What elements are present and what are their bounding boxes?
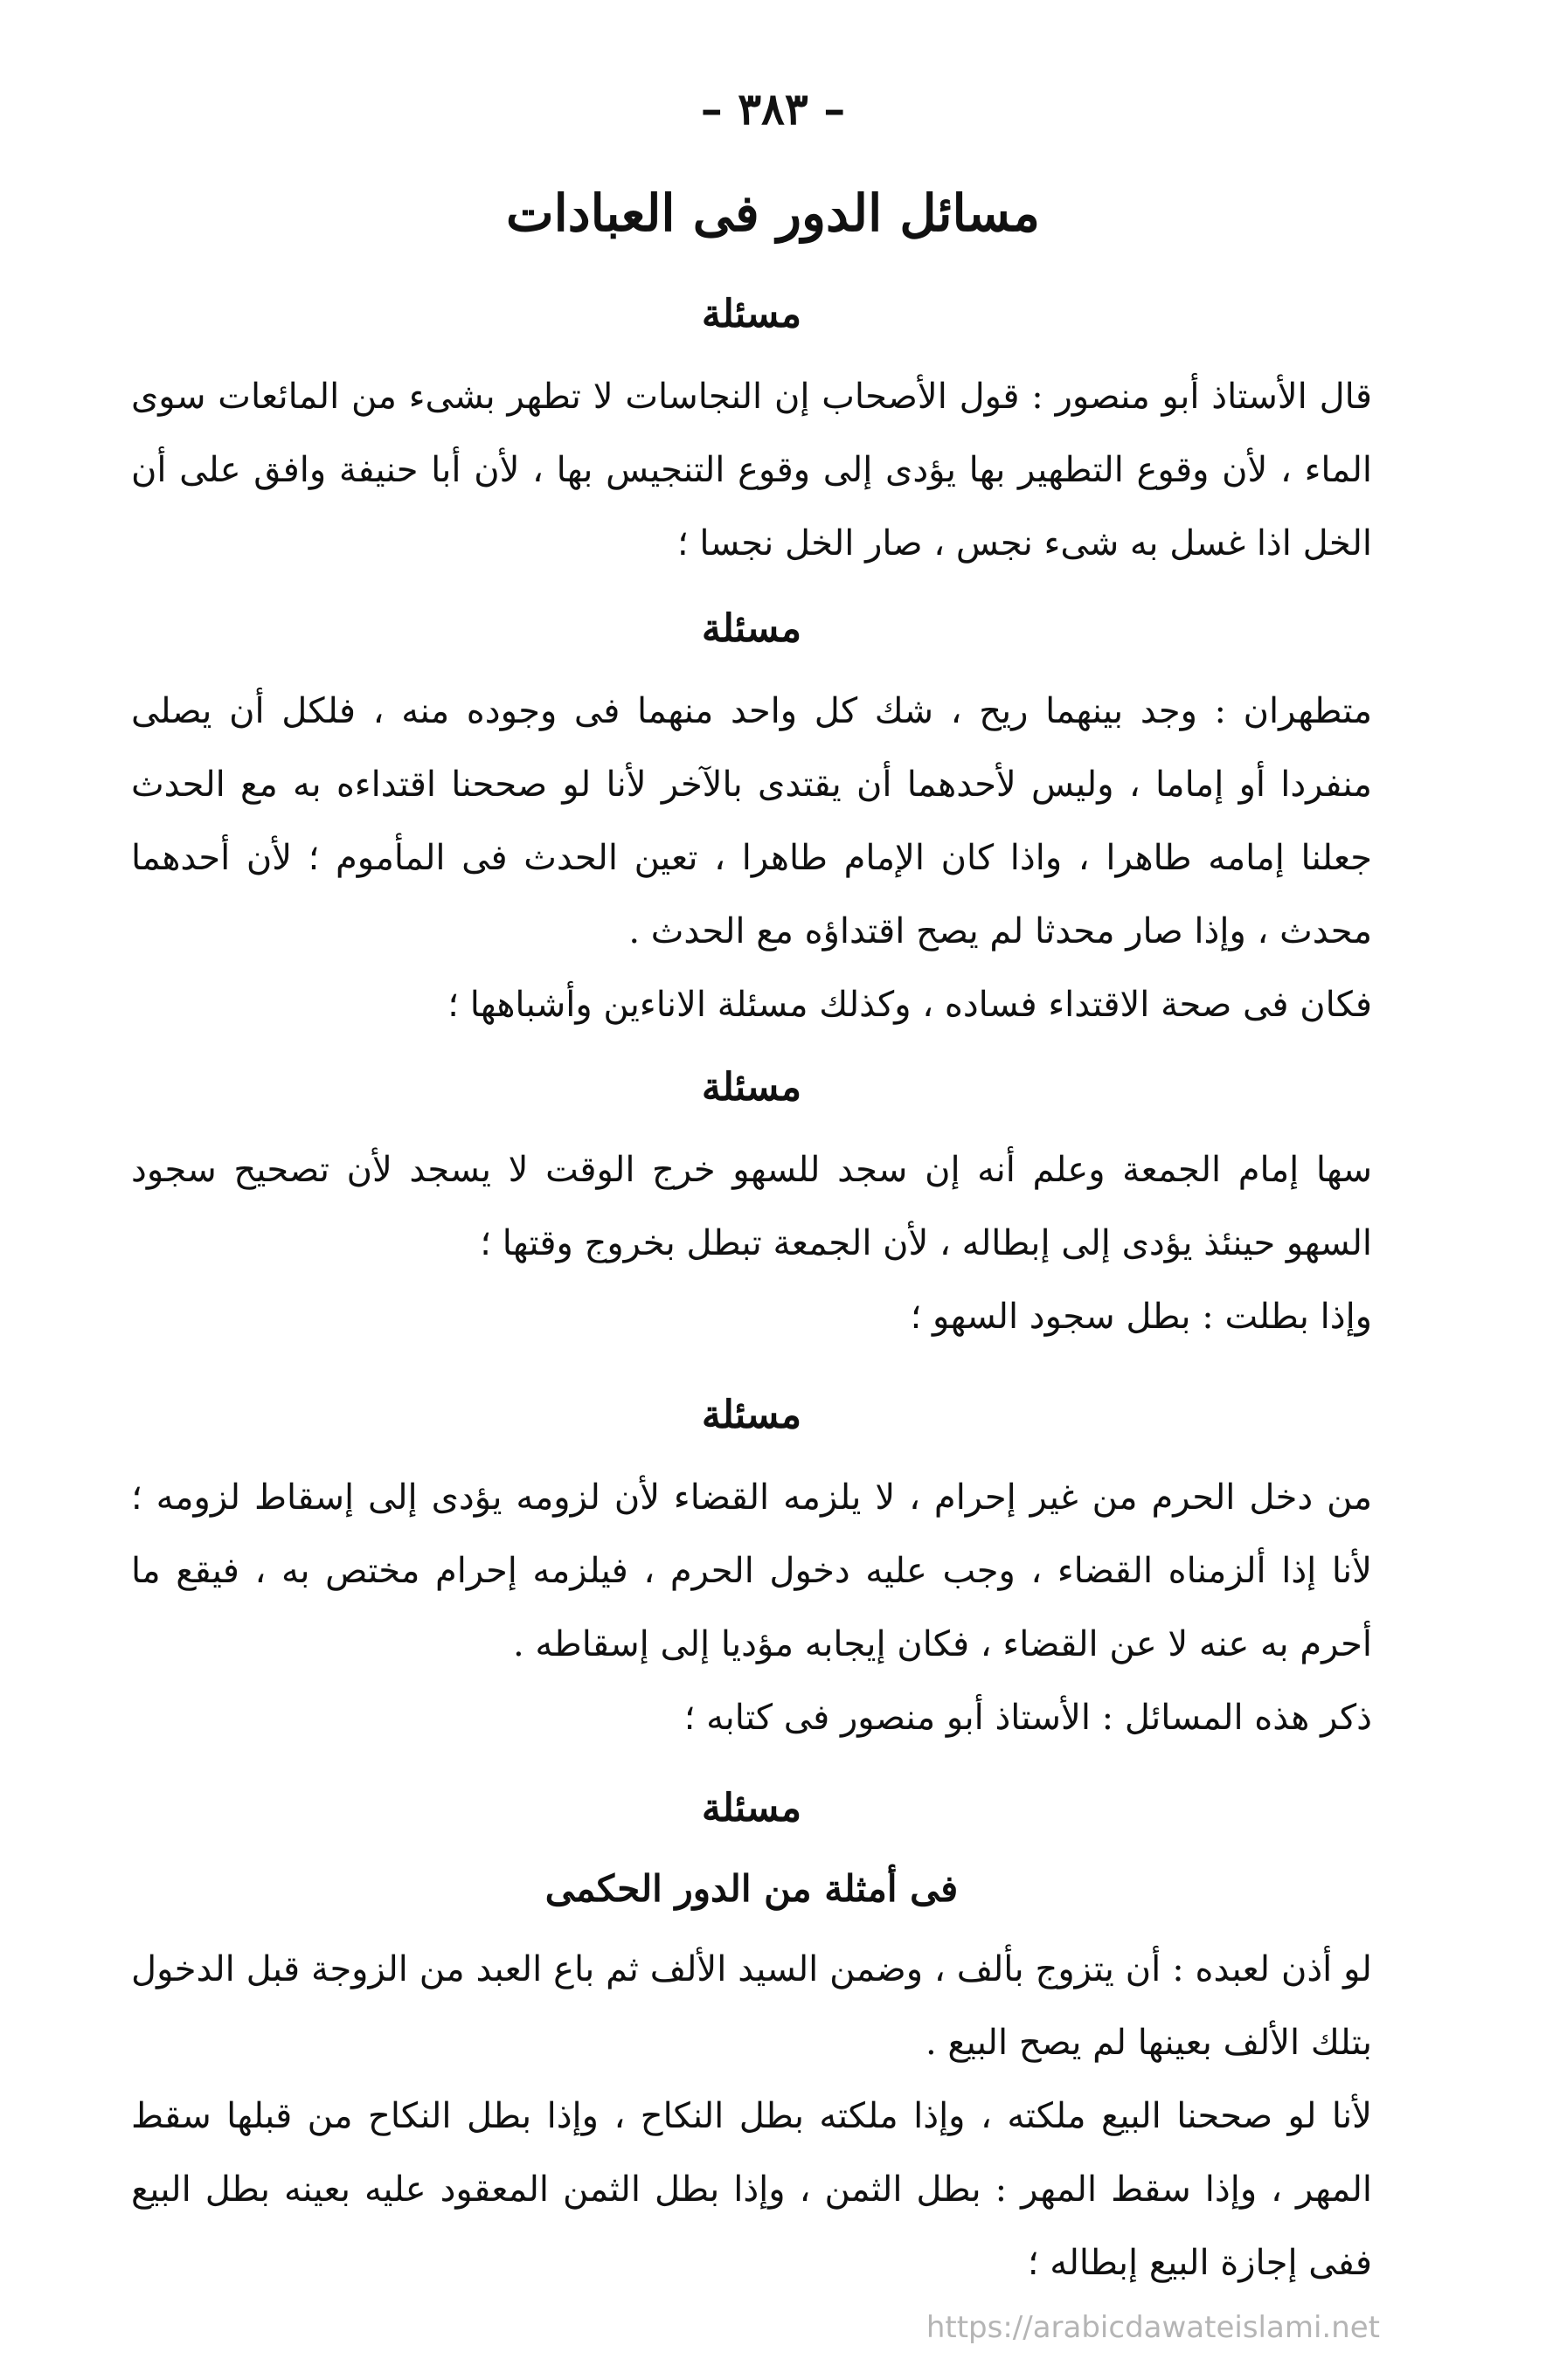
paragraph: متطهران : وجد بينهما ريح ، شك كل واحد منهما فى وجوده منه ، فلكل أن يصلى منفردا أو إماما ، وليس لأحدهما أن يقتدى بالآخر لأنا لو صححنا اقتداءه به مع الحدث جعلنا إمامه طاهرا ، واذا كان الإمام طاهرا ، تعين الحدث فى المأموم ؛ لأن أحدهما محدث ، وإذا صار محدثا لم يصح اقتداؤه مع الحدث . [131,691,1372,951]
section-heading: مسئلة [701,1786,802,1830]
paragraph: لأنا لو صححنا البيع ملكته ، وإذا ملكته بطل النكاح ، وإذا بطل النكاح من قبلها سقط المهر ، وإذا سقط المهر : بطل الثمن ، وإذا بطل الثمن المعقود عليه بعينه بطل البيع ففى إجازة البيع إبطاله ؛ [131,2096,1372,2283]
paragraph: وإذا بطلت : بطل سجود السهو ؛ [910,1297,1372,1337]
chapter-title: مسائل الدور فى العبادات [506,183,1040,243]
section-4 [131,1389,1372,1754]
section-heading: مسئلة [701,1065,802,1110]
paragraph: سها إمام الجمعة وعلم أنه إن سجد للسهو خرج الوقت لا يسجد لأن تصحيح سجود السهو حينئذ يؤدى إلى إبطاله ، لأن الجمعة تبطل بخروج وقتها ؛ [131,1150,1372,1263]
paragraph: قال الأستاذ أبو منصور : قول الأصحاب إن النجاسات لا تطهر بشىء من المائعات سوى الماء ، لأن وقوع التطهير بها يؤدى إلى وقوع التنجيس بها ، لأن أبا حنيفة وافق على أن الخل اذا غسل به شىء نجس ، صار الخل نجسا ؛ [131,377,1372,564]
watermark-url: https://arabicdawateislami.net [926,2310,1380,2345]
section-heading: مسئلة [701,606,802,651]
paragraph: فكان فى صحة الاقتداء فساده ، وكذلك مسئلة الاناءين وأشباهها ؛ [447,985,1372,1025]
paragraph: ذكر هذه المسائل : الأستاذ أبو منصور فى كتابه ؛ [683,1698,1372,1738]
section-3 [131,1062,1372,1353]
page-number: – ٣٨٣ – [700,83,846,135]
section-heading: مسئلة [701,292,802,336]
section-2 [131,603,1372,1041]
section-heading: مسئلة [701,1393,802,1437]
section-5 [131,1782,1372,2300]
section-subheading: فى أمثلة من الدور الحكمى [544,1867,959,1910]
paragraph: من دخل الحرم من غير إحرام ، لا يلزمه القضاء لأن لزومه يؤدى إلى إسقاط لزومه ؛ لأنا إذا ألزمناه القضاء ، وجب عليه دخول الحرم ، فيلزمه إحرام مختص به ، فيقع ما أحرم به عنه لا عن القضاء ، فكان إيجابه مؤديا إلى إسقاطه . [131,1477,1372,1664]
section-1 [131,288,1372,580]
paragraph: لو أذن لعبده : أن يتزوج بألف ، وضمن السيد الألف ثم باع العبد من الزوجة قبل الدخول بتلك الألف بعينها لم يصح البيع . [131,1949,1372,2063]
